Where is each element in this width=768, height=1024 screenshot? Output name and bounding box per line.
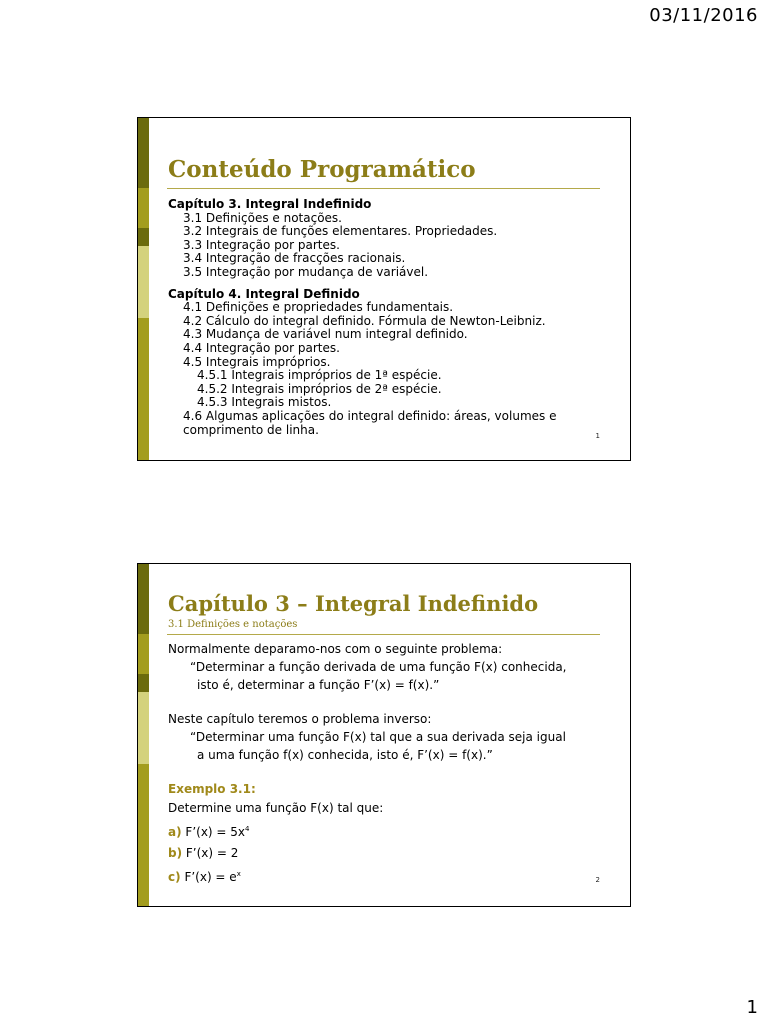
accent-bar-dark xyxy=(138,228,149,246)
example-item-a xyxy=(168,819,600,843)
item-exponent: 4 xyxy=(245,825,250,833)
item-formula: F’(x) = 5x xyxy=(185,825,246,839)
list-item: 4.3 Mudança de variável num integral definido. xyxy=(183,327,468,342)
list-item: 3.5 Integração por mudança de variável. xyxy=(183,264,429,279)
accent-bar-dark xyxy=(138,674,149,692)
example-title: Exemplo 3.1: xyxy=(168,782,256,796)
list-item: 3.4 Integração de fracções racionais. xyxy=(183,251,406,266)
list-item: 4.4 Integração por partes. xyxy=(183,340,340,355)
accent-bar-mid xyxy=(138,318,149,461)
accent-bar-light xyxy=(138,246,149,318)
accent-bar-mid xyxy=(138,764,149,907)
chapter-heading: Capítulo 3. Integral Indefinido xyxy=(168,197,372,211)
item-label: c) xyxy=(168,870,181,884)
title-rule xyxy=(167,634,600,635)
slide-title: Capítulo 3 – Integral Indefinido xyxy=(168,591,539,616)
example-item-b xyxy=(168,843,600,864)
sub-list-item: 4.5.1 Integrais impróprios de 1ª espécie. xyxy=(197,368,442,383)
accent-bar-dark xyxy=(138,118,149,188)
slide-number: 2 xyxy=(595,876,600,884)
page-number: 1 xyxy=(746,997,758,1018)
list-item: 4.2 Cálculo do integral definido. Fórmula de Newton-Leibniz. xyxy=(183,313,546,328)
list-item: 3.3 Integração por partes. xyxy=(183,237,340,252)
example-item-c xyxy=(168,864,600,888)
syllabus xyxy=(168,198,600,437)
slide-subtitle: 3.1 Definições e notações xyxy=(168,619,298,630)
list-item-continuation: comprimento de linha. xyxy=(183,422,319,437)
quote-line: a uma função f(x) conhecida, isto é, F’(x) = f(x).” xyxy=(197,748,493,762)
list-item: 4.5 Integrais impróprios. xyxy=(183,354,331,369)
quote-line: “Determinar uma função F(x) tal que a sua derivada seja igual xyxy=(190,730,566,744)
accent-bar-mid xyxy=(138,188,149,228)
quote-line: “Determinar a função derivada de uma função F(x) conhecida, xyxy=(190,660,567,674)
example-text: Determine uma função F(x) tal que: xyxy=(168,801,384,815)
item-label: b) xyxy=(168,846,183,860)
item-label: a) xyxy=(168,825,182,839)
quote-line: isto é, determinar a função F’(x) = f(x).” xyxy=(197,678,440,692)
accent-bar-mid xyxy=(138,634,149,674)
list-item: 3.2 Integrais de funções elementares. Propriedades. xyxy=(183,224,498,239)
slide-1 xyxy=(137,117,631,461)
accent-bar-dark xyxy=(138,564,149,634)
slide-2 xyxy=(137,563,631,907)
print-date: 03/11/2016 xyxy=(649,5,758,26)
item-formula: F’(x) = e xyxy=(184,870,237,884)
list-item: 4.6 Algumas aplicações do integral definido: áreas, volumes e xyxy=(183,408,557,423)
accent-bar-light xyxy=(138,692,149,764)
sub-list-item: 4.5.3 Integrais mistos. xyxy=(197,395,332,410)
slide-title: Conteúdo Programático xyxy=(168,156,476,183)
list-item: 3.1 Definições e notações. xyxy=(183,210,342,225)
item-exponent: x xyxy=(236,870,241,878)
chapter-heading: Capítulo 4. Integral Definido xyxy=(168,286,360,301)
list-item: 4.1 Definições e propriedades fundamentais. xyxy=(183,300,454,315)
sub-list-item: 4.5.2 Integrais impróprios de 2ª espécie. xyxy=(197,381,442,396)
paragraph: Neste capítulo teremos o problema inverso: xyxy=(168,712,432,726)
item-formula: F’(x) = 2 xyxy=(185,846,239,860)
slide-body xyxy=(168,640,600,888)
paragraph: Normalmente deparamo-nos com o seguinte problema: xyxy=(168,642,503,656)
slide-number: 1 xyxy=(595,432,600,440)
title-rule xyxy=(167,188,600,189)
